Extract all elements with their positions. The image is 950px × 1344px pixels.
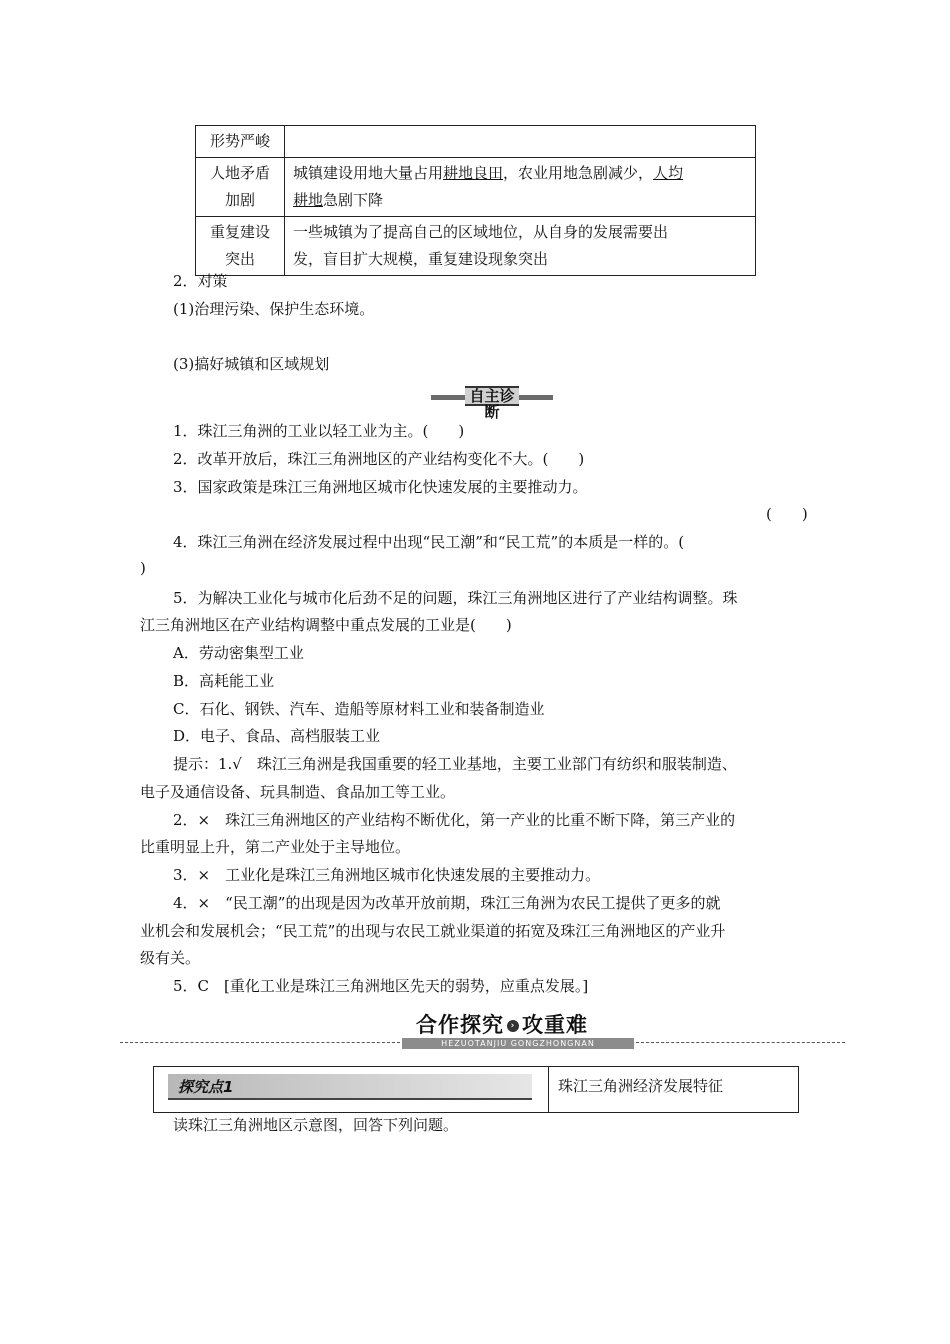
cooperation-heading: [120, 1012, 845, 1052]
underlined-term: 耕地良田: [443, 164, 504, 182]
hint-line: 5．C [重化工业是珠江三角洲地区先天的弱势，应重点发展。]: [173, 977, 589, 995]
table-row: [196, 217, 756, 276]
hint-line: 业机会和发展机会；“民工荒”的出现与农民工就业渠道的拓宽及珠江三角洲地区的产业升: [140, 922, 726, 940]
answer-bracket: ( ): [766, 505, 808, 523]
table-row: [196, 126, 756, 158]
heading-title-b: 攻重难: [522, 1013, 588, 1037]
table-row: [196, 158, 756, 217]
hint-line: 4．× “民工潮”的出现是因为改革开放前期，珠江三角洲为农民工提供了更多的就: [173, 894, 721, 912]
content-text: 急剧下降: [323, 191, 384, 209]
option-d: D．电子、食品、高档服装工业: [173, 727, 381, 745]
row-label-line: 加剧: [224, 191, 255, 209]
countermeasure-item: (1)治理污染、保护生态环境。: [173, 300, 375, 318]
hint-line: 提示：1.√ 珠江三角洲是我国重要的轻工业基地，主要工业部门有纺织和服装制造、: [173, 755, 737, 773]
hint-line: 级有关。: [140, 949, 201, 967]
explore-point-table: [153, 1066, 799, 1113]
question-line: 4．珠江三角洲在经济发展过程中出现“民工潮”和“民工荒”的本质是一样的。(: [173, 533, 685, 551]
row-label: [196, 158, 285, 217]
hint-line: 比重明显上升，第二产业处于主导地位。: [140, 838, 411, 856]
hint-line: 电子及通信设备、玩具制造、食品加工等工业。: [140, 783, 456, 801]
question-line: 江三角洲地区在产业结构调整中重点发展的工业是( ): [140, 616, 512, 634]
row-label: 形势严峻: [196, 126, 285, 158]
problems-table: [195, 125, 756, 276]
row-content: [285, 217, 756, 276]
heading-title-a: 合作探究: [416, 1013, 504, 1037]
row-label-line: 突出: [224, 250, 255, 268]
heading-pinyin: HEZUOTANJIU GONGZHONGNAN: [402, 1038, 634, 1049]
hint-line: 2．× 珠江三角洲地区的产业结构不断优化，第一产业的比重不断下降，第三产业的: [173, 811, 736, 829]
option-c: C．石化、钢铁、汽车、造船等原材料工业和装备制造业: [173, 700, 545, 718]
explore-tag-label: 探究点1: [178, 1078, 234, 1096]
content-line: 发，盲目扩大规模，重复建设现象突出: [293, 250, 549, 268]
question-line: 2．改革开放后，珠江三角洲地区的产业结构变化不大。( ): [173, 450, 585, 468]
heading-title: [416, 1012, 588, 1038]
countermeasures-heading: 2．对策: [173, 272, 228, 290]
instruction-line: 读珠江三角洲地区示意图，回答下列问题。: [173, 1116, 459, 1134]
section-banner: [431, 386, 553, 421]
banner-title: 自主诊断: [465, 386, 519, 406]
question-line: 3．国家政策是珠江三角洲地区城市化快速发展的主要推动力。: [173, 478, 588, 496]
explore-tag: [168, 1074, 532, 1100]
hint-line: 3．× 工业化是珠江三角洲地区城市化快速发展的主要推动力。: [173, 866, 601, 884]
question-line: 1．珠江三角洲的工业以轻工业为主。( ): [173, 422, 465, 440]
option-a: A．劳动密集型工业: [173, 644, 304, 662]
row-label-line: 重复建设: [209, 223, 270, 241]
row-content: [285, 158, 756, 217]
option-b: B．高耗能工业: [173, 672, 275, 690]
question-line: 5．为解决工业化与城市化后劲不足的问题，珠江三角洲地区进行了产业结构调整。珠: [173, 589, 738, 607]
underlined-term: 人均: [653, 164, 684, 182]
content-text: 城镇建设用地大量占用: [293, 164, 444, 182]
row-content: [285, 126, 756, 158]
row-label: [196, 217, 285, 276]
countermeasure-item: (3)搞好城镇和区域规划: [173, 355, 330, 373]
row-label-line: 人地矛盾: [209, 164, 270, 182]
content-line: 一些城镇为了提高自己的区域地位，从自身的发展需要出: [293, 223, 669, 241]
question-line: ): [140, 559, 146, 577]
content-text: ，农业用地急剧减少，: [503, 164, 654, 182]
explore-topic: 珠江三角洲经济发展特征: [558, 1077, 724, 1095]
arrow-icon: ›: [507, 1020, 519, 1032]
underlined-term: 耕地: [293, 191, 324, 209]
